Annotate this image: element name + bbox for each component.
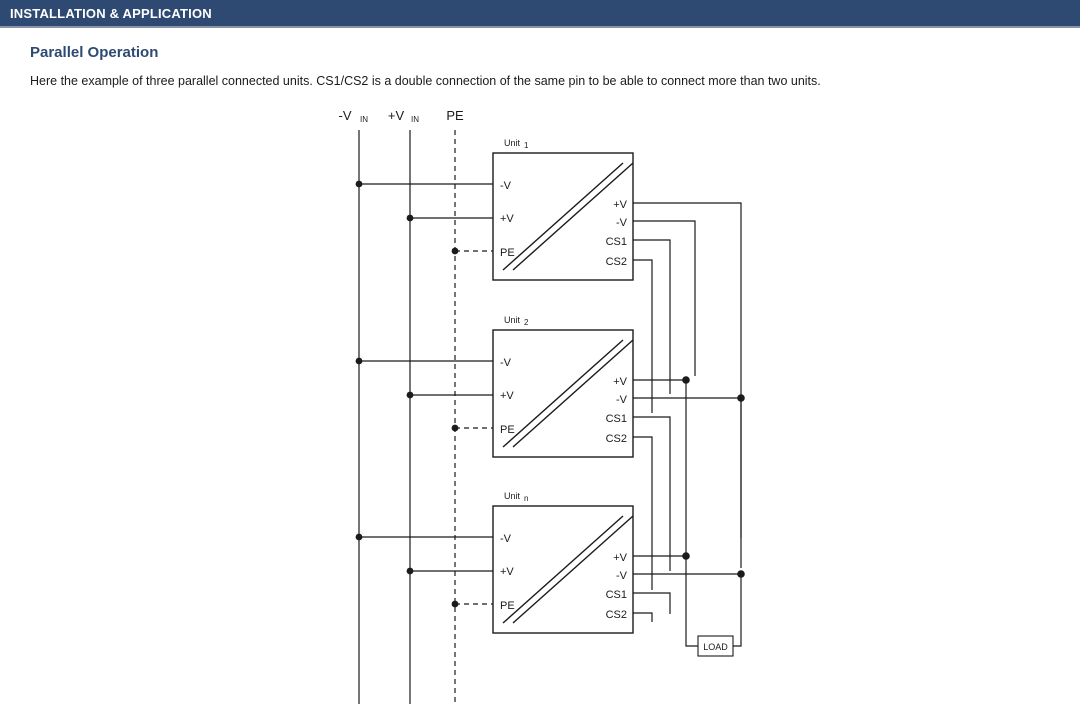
- unit-n-input-posv-label: +V: [500, 566, 514, 578]
- unit-1-index: 1: [524, 141, 529, 150]
- unit-1-junction-posv: [407, 215, 414, 222]
- unit-2-junction-out-negv: [737, 394, 745, 402]
- header-divider: [0, 26, 1080, 28]
- unit-1-wire-negv-out: [633, 221, 695, 376]
- unit-n-output-negv-label: -V: [616, 570, 627, 582]
- unit-1-wire-posv-out: [633, 203, 741, 538]
- rail-pe-label: PE: [446, 108, 464, 123]
- unit-1-input-negv-label: -V: [500, 180, 511, 192]
- unit-1-junction-negv: [356, 181, 363, 188]
- unit-2-output-negv-label: -V: [616, 394, 627, 406]
- unit-2-wire-negv-out: [633, 398, 741, 568]
- unit-n-wire-cs2-out: [633, 613, 652, 622]
- unit-n-junction-pe: [452, 601, 459, 608]
- unit-2-output-cs2-label: CS2: [605, 433, 627, 445]
- unit-2-junction-posv: [407, 392, 414, 399]
- unit-n-junction-negv: [356, 534, 363, 541]
- rail-label-pe: [446, 108, 464, 123]
- rail-neg-vin-sub: IN: [360, 115, 368, 124]
- unit-1-input-pe-label: PE: [500, 247, 515, 259]
- unit-n-output-posv-label: +V: [613, 552, 627, 564]
- unit-n-junction-out-posv: [682, 552, 690, 560]
- unit-2-junction-pe: [452, 425, 459, 432]
- unit-2-output-posv-label: +V: [613, 376, 627, 388]
- rail-pos-vin-label: +V: [387, 108, 405, 123]
- rail-label-neg-vin: [339, 108, 369, 124]
- unit-2-wire-cs2-out: [633, 437, 652, 590]
- unit-2-label: Unit: [504, 315, 521, 325]
- unit-n-input-negv-label: -V: [500, 533, 511, 545]
- unit-n-wire-negv-out: [633, 574, 741, 635]
- unit-n-junction-out-negv: [737, 570, 745, 578]
- load-label: LOAD: [703, 642, 728, 652]
- load-group: [686, 635, 741, 656]
- unit-1-input-posv-label: +V: [500, 213, 514, 225]
- unit-2-index: 2: [524, 318, 529, 327]
- unit-2-junction-negv: [356, 358, 363, 365]
- unit-1-output-negv-label: -V: [616, 217, 627, 229]
- unit-n-index: n: [524, 494, 529, 503]
- unit-2-input-negv-label: -V: [500, 357, 511, 369]
- unit-2-junction-out-posv: [682, 376, 690, 384]
- unit-n-input-pe-label: PE: [500, 600, 515, 612]
- unit-n-junction-posv: [407, 568, 414, 575]
- section-description: Here the example of three parallel connected units. CS1/CS2 is a double connection of the same pin to be able to connect more than two units.: [30, 74, 821, 88]
- section-header-bar: [0, 0, 1080, 26]
- rail-neg-vin-label: -V: [338, 108, 352, 123]
- section-header-title: INSTALLATION & APPLICATION: [10, 5, 212, 21]
- unit-n-wire-cs1-out: [633, 593, 670, 614]
- unit-1-label: Unit: [504, 138, 521, 148]
- page-title: Parallel Operation: [30, 44, 159, 61]
- unit-1-output-cs1-label: CS1: [605, 236, 627, 248]
- unit-n-wire-posv-out: [633, 556, 686, 635]
- rail-pos-vin-sub: IN: [411, 115, 419, 124]
- parallel-operation-schematic: [0, 98, 1088, 714]
- unit-n-output-cs1-label: CS1: [605, 589, 627, 601]
- unit-1-output-posv-label: +V: [613, 199, 627, 211]
- unit-2-wire-posv-out: [633, 380, 686, 553]
- unit-2-input-posv-label: +V: [500, 390, 514, 402]
- unit-n-output-cs2-label: CS2: [605, 609, 627, 621]
- unit-n-label: Unit: [504, 491, 521, 501]
- unit-1-junction-pe: [452, 248, 459, 255]
- unit-1-wire-cs2-out: [633, 260, 652, 413]
- unit-1-output-cs2-label: CS2: [605, 256, 627, 268]
- rail-label-pos-vin: [388, 108, 419, 124]
- unit-2-output-cs1-label: CS1: [605, 413, 627, 425]
- unit-2-input-pe-label: PE: [500, 424, 515, 436]
